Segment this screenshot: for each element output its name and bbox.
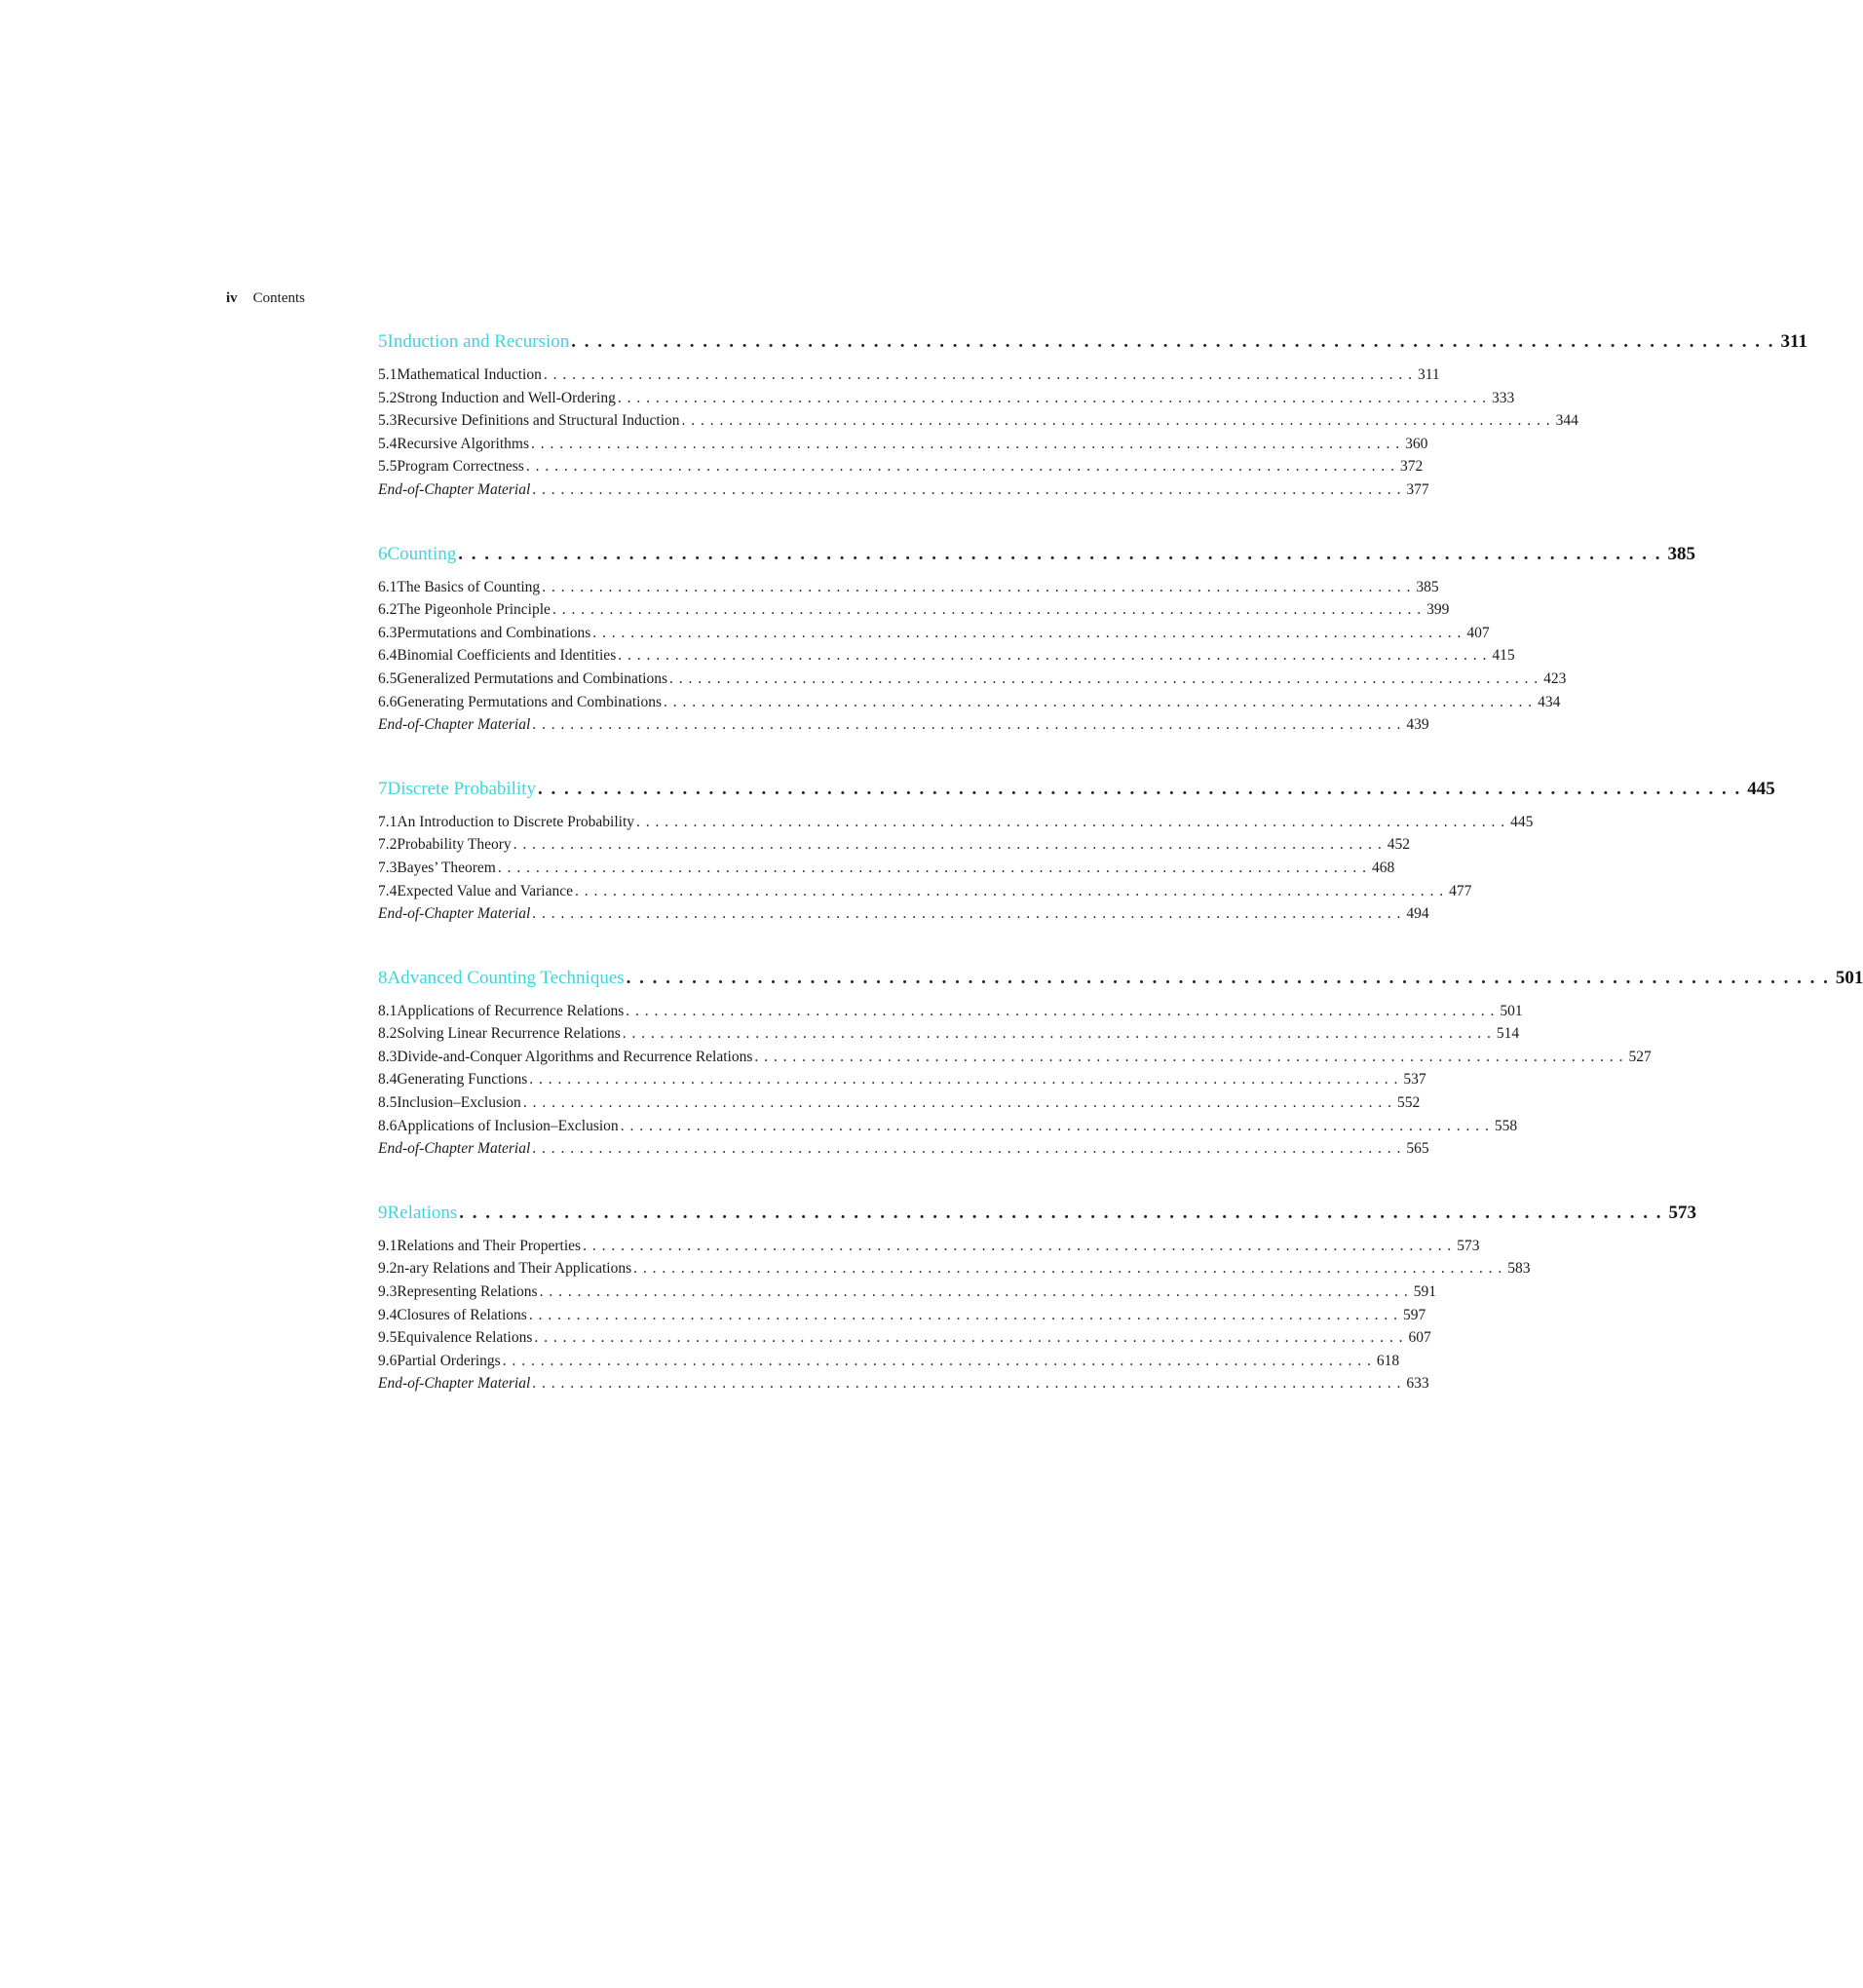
leader-dots: . . . . . . . . . . . . . . . . . . . . . . . . . . . . . . . . . . . . . . . . . . . . . . . . . . . . . . . . . . . . . . . . . . . . . . . . . . . . . . . . . . . . . . . . . . . . xyxy=(620,1117,1490,1134)
section-entry[interactable] xyxy=(378,1002,1523,1026)
section-entry[interactable] xyxy=(378,1237,1480,1261)
leader-dots: . . . . . . . . . . . . . . . . . . . . . . . . . . . . . . . . . . . . . . . . . . . . . . . . . . . . . . . . . . . . . . . . . . . . . . . . . . . . . . . . . . . . . . . . . . . . xyxy=(575,882,1445,899)
section-title: Generalized Permutations and Combinations xyxy=(397,669,668,687)
chapter-title: Counting xyxy=(387,543,457,564)
leader-dots: . . . . . . . . . . . . . . . . . . . . . . . . . . . . . . . . . . . . . . . . . . . . . . . . . . . . . . . . . . . . . . . . . . . . . . . . . . . . . . . . . . . . . . . . . . . . xyxy=(532,480,1402,498)
chapter-number: 7 xyxy=(378,778,388,799)
section-page-number: 333 xyxy=(1491,389,1515,406)
section-entry[interactable] xyxy=(378,693,1561,717)
leader-dots: . . . . . . . . . . . . . . . . . . . . . . . . . . . . . . . . . . . . . . . . . . . . . . . . . . . . . . . . . . . . . . . . . . . . . . . . . . . . . . . . . . . . . . . . . . . . xyxy=(497,859,1367,876)
chapter-title: Relations xyxy=(387,1202,458,1223)
leader-dots: . . . . . . . . . . . . . . . . . . . . . . . . . . . . . . . . . . . . . . . . . . . . . . . . . . . . . . . . . . . . . . . . . . . . . . . . . . . . . . . . . . . . . . . . . . . . xyxy=(664,693,1534,710)
section-title: Expected Value and Variance xyxy=(397,882,573,899)
section-title: Applications of Recurrence Relations xyxy=(397,1002,625,1019)
leader-dots: . . . . . . . . . . . . . . . . . . . . . . . . . . . . . . . . . . . . . . . . . . . . . . . . . . . . . . . . . . . . . . . . . . . . . . . . . . . . . . . . . . . . . . . . . . . . xyxy=(534,1329,1404,1347)
section-page-number: 537 xyxy=(1403,1071,1426,1089)
section-page-number: 452 xyxy=(1387,836,1410,854)
chapter-block xyxy=(378,967,1863,1164)
leader-dots: . . . . . . . . . . . . . . . . . . . . . . . . . . . . . . . . . . . . . . . . . . . . . . . . . . . . . . . . . . . . . . . . . . . . . . . . . . . . . . . . . . . . . . . . . . . . xyxy=(522,1094,1392,1112)
leader-dots: . . . . . . . . . . . . . . . . . . . . . . . . . . . . . . . . . . . . . . . . . . . . . . . . . . . . . . . . . . . . . . . . . . . . . . . . . . . . . . . . . . . . . . . . . . . . xyxy=(529,1071,1399,1089)
section-title: n-ary Relations and Their Applications xyxy=(397,1260,632,1278)
section-entry[interactable] xyxy=(378,366,1440,390)
section-page-number: 597 xyxy=(1402,1306,1426,1323)
leader-dots: . . . . . . . . . . . . . . . . . . . . . . . . . . . . . . . . . . . . . . . . . . . . . . . . . . . . . . . . . . . . . . . . . . . . . . . . . . . . . . . . . . . . . . . . . . . . xyxy=(528,1306,1398,1323)
section-title: Solving Linear Recurrence Relations xyxy=(397,1025,621,1043)
section-title: End-of-Chapter Material xyxy=(378,716,531,734)
section-page-number: 527 xyxy=(1628,1048,1652,1065)
leader-dots: . . . . . . . . . . . . . . . . . . . . . . . . . . . . . . . . . . . . . . . . . . . . . . . . . . . . . . . . . . . . . . . . . . . . . . . . . . . . . . . . . . . . . . . . . . . . xyxy=(525,458,1395,476)
section-entry[interactable] xyxy=(378,716,1429,740)
section-title: Generating Functions xyxy=(397,1071,528,1089)
leader-dots: . . . . . . . . . . . . . . . . . . . . . . . . . . . . . . . . . . . . . . . . . . . . . . . . . . . . . . . . . . . . . . . . . . . . . . . . . . . . . . . . . . . . . . . . . . . . xyxy=(626,967,1830,988)
section-title: Permutations and Combinations xyxy=(397,624,591,641)
leader-dots: . . . . . . . . . . . . . . . . . . . . . . . . . . . . . . . . . . . . . . . . . . . . . . . . . . . . . . . . . . . . . . . . . . . . . . . . . . . . . . . . . . . . . . . . . . . . xyxy=(458,543,1662,564)
section-number: 9.5 xyxy=(378,1329,398,1347)
chapter-page-number: 501 xyxy=(1835,967,1863,988)
leader-dots: . . . . . . . . . . . . . . . . . . . . . . . . . . . . . . . . . . . . . . . . . . . . . . . . . . . . . . . . . . . . . . . . . . . . . . . . . . . . . . . . . . . . . . . . . . . . xyxy=(681,412,1551,430)
section-entry[interactable] xyxy=(378,1048,1652,1072)
section-title: The Pigeonhole Principle xyxy=(397,601,551,619)
chapter-page-number: 311 xyxy=(1780,331,1807,352)
leader-dots: . . . . . . . . . . . . . . . . . . . . . . . . . . . . . . . . . . . . . . . . . . . . . . . . . . . . . . . . . . . . . . . . . . . . . . . . . . . . . . . . . . . . . . . . . . . . xyxy=(531,435,1401,452)
section-number: 8.5 xyxy=(378,1094,398,1112)
section-number: 6.6 xyxy=(378,693,398,710)
section-number: 6.4 xyxy=(378,647,398,665)
section-title: End-of-Chapter Material xyxy=(378,905,531,923)
chapter-heading[interactable] xyxy=(378,543,1695,577)
section-entry[interactable] xyxy=(378,1375,1429,1398)
section-title: Relations and Their Properties xyxy=(397,1237,582,1254)
section-page-number: 344 xyxy=(1555,412,1578,430)
section-number: 9.3 xyxy=(378,1283,398,1301)
leader-dots: . . . . . . . . . . . . . . . . . . . . . . . . . . . . . . . . . . . . . . . . . . . . . . . . . . . . . . . . . . . . . . . . . . . . . . . . . . . . . . . . . . . . . . . . . . . . xyxy=(626,1002,1496,1019)
section-page-number: 423 xyxy=(1543,669,1567,687)
chapter-number: 8 xyxy=(378,967,388,988)
leader-dots: . . . . . . . . . . . . . . . . . . . . . . . . . . . . . . . . . . . . . . . . . . . . . . . . . . . . . . . . . . . . . . . . . . . . . . . . . . . . . . . . . . . . . . . . . . . . xyxy=(592,624,1463,641)
section-page-number: 407 xyxy=(1466,624,1490,641)
leader-dots: . . . . . . . . . . . . . . . . . . . . . . . . . . . . . . . . . . . . . . . . . . . . . . . . . . . . . . . . . . . . . . . . . . . . . . . . . . . . . . . . . . . . . . . . . . . . xyxy=(583,1237,1453,1254)
leader-dots: . . . . . . . . . . . . . . . . . . . . . . . . . . . . . . . . . . . . . . . . . . . . . . . . . . . . . . . . . . . . . . . . . . . . . . . . . . . . . . . . . . . . . . . . . . . . xyxy=(513,836,1383,854)
leader-dots: . . . . . . . . . . . . . . . . . . . . . . . . . . . . . . . . . . . . . . . . . . . . . . . . . . . . . . . . . . . . . . . . . . . . . . . . . . . . . . . . . . . . . . . . . . . . xyxy=(542,578,1412,595)
running-title: Contents xyxy=(252,290,306,306)
chapter-block xyxy=(378,1202,1697,1398)
section-page-number: 415 xyxy=(1492,647,1515,665)
section-page-number: 552 xyxy=(1396,1094,1421,1112)
section-entry[interactable] xyxy=(378,578,1439,602)
section-title: Recursive Definitions and Structural Induction xyxy=(397,412,680,430)
section-page-number: 360 xyxy=(1405,435,1428,452)
leader-dots: . . . . . . . . . . . . . . . . . . . . . . . . . . . . . . . . . . . . . . . . . . . . . . . . . . . . . . . . . . . . . . . . . . . . . . . . . . . . . . . . . . . . . . . . . . . . xyxy=(551,601,1423,619)
chapter-block xyxy=(378,543,1695,740)
section-page-number: 385 xyxy=(1416,578,1439,595)
section-number: 7.4 xyxy=(378,882,398,899)
section-entry[interactable] xyxy=(378,859,1395,883)
chapter-title: Induction and Recursion xyxy=(387,331,570,352)
section-title: Recursive Algorithms xyxy=(397,435,529,452)
chapter-number: 6 xyxy=(378,543,388,564)
section-title: Representing Relations xyxy=(397,1283,538,1301)
section-title: Mathematical Induction xyxy=(397,366,542,383)
section-number: 5.1 xyxy=(378,366,398,383)
chapter-heading[interactable] xyxy=(378,778,1775,812)
section-number: 8.6 xyxy=(378,1117,398,1134)
table-of-contents xyxy=(378,331,1863,1437)
section-entry[interactable] xyxy=(378,1094,1421,1118)
chapter-heading[interactable] xyxy=(378,331,1807,364)
section-page-number: 514 xyxy=(1496,1025,1520,1043)
leader-dots: . . . . . . . . . . . . . . . . . . . . . . . . . . . . . . . . . . . . . . . . . . . . . . . . . . . . . . . . . . . . . . . . . . . . . . . . . . . . . . . . . . . . . . . . . . . . xyxy=(532,905,1402,923)
section-number: 5.2 xyxy=(378,389,398,406)
section-page-number: 377 xyxy=(1406,480,1429,498)
section-entry[interactable] xyxy=(378,601,1450,625)
section-entry[interactable] xyxy=(378,882,1472,906)
section-entry[interactable] xyxy=(378,905,1429,929)
section-page-number: 399 xyxy=(1426,601,1450,619)
section-entry[interactable] xyxy=(378,1260,1531,1283)
section-title: Closures of Relations xyxy=(397,1306,527,1323)
section-page-number: 468 xyxy=(1371,859,1395,876)
chapter-number: 9 xyxy=(378,1202,388,1223)
section-entry[interactable] xyxy=(378,669,1567,694)
section-page-number: 633 xyxy=(1406,1375,1429,1393)
leader-dots: . . . . . . . . . . . . . . . . . . . . . . . . . . . . . . . . . . . . . . . . . . . . . . . . . . . . . . . . . . . . . . . . . . . . . . . . . . . . . . . . . . . . . . . . . . . . xyxy=(571,331,1775,352)
section-number: 8.4 xyxy=(378,1071,398,1089)
section-title: An Introduction to Discrete Probability xyxy=(397,813,635,830)
section-title: Binomial Coefficients and Identities xyxy=(397,647,617,665)
section-title: Probability Theory xyxy=(397,836,512,854)
section-page-number: 439 xyxy=(1406,716,1429,734)
section-number: 8.3 xyxy=(378,1048,398,1065)
section-title: Inclusion–Exclusion xyxy=(397,1094,521,1112)
leader-dots: . . . . . . . . . . . . . . . . . . . . . . . . . . . . . . . . . . . . . . . . . . . . . . . . . . . . . . . . . . . . . . . . . . . . . . . . . . . . . . . . . . . . . . . . . . . . xyxy=(754,1048,1624,1065)
section-number: 5.5 xyxy=(378,458,398,476)
leader-dots: . . . . . . . . . . . . . . . . . . . . . . . . . . . . . . . . . . . . . . . . . . . . . . . . . . . . . . . . . . . . . . . . . . . . . . . . . . . . . . . . . . . . . . . . . . . . xyxy=(539,1283,1409,1301)
chapter-number: 5 xyxy=(378,331,388,352)
section-page-number: 558 xyxy=(1494,1117,1518,1134)
leader-dots: . . . . . . . . . . . . . . . . . . . . . . . . . . . . . . . . . . . . . . . . . . . . . . . . . . . . . . . . . . . . . . . . . . . . . . . . . . . . . . . . . . . . . . . . . . . . xyxy=(633,1260,1503,1278)
section-number: 8.1 xyxy=(378,1002,398,1019)
section-title: Equivalence Relations xyxy=(397,1329,533,1347)
section-entry[interactable] xyxy=(378,1306,1426,1330)
section-title: Bayes’ Theorem xyxy=(397,859,496,876)
section-entry[interactable] xyxy=(378,647,1515,670)
section-entry[interactable] xyxy=(378,389,1515,413)
section-entry[interactable] xyxy=(378,836,1410,860)
section-number: 5.4 xyxy=(378,435,398,452)
leader-dots: . . . . . . . . . . . . . . . . . . . . . . . . . . . . . . . . . . . . . . . . . . . . . . . . . . . . . . . . . . . . . . . . . . . . . . . . . . . . . . . . . . . . . . . . . . . . xyxy=(502,1352,1372,1369)
section-page-number: 583 xyxy=(1507,1260,1531,1278)
section-number: 7.2 xyxy=(378,836,398,854)
section-entry[interactable] xyxy=(378,1071,1426,1094)
section-entry[interactable] xyxy=(378,1140,1429,1164)
section-entry[interactable] xyxy=(378,435,1428,459)
section-page-number: 445 xyxy=(1510,813,1534,830)
page-number: iv xyxy=(226,290,238,306)
section-entry[interactable] xyxy=(378,458,1424,481)
leader-dots: . . . . . . . . . . . . . . . . . . . . . . . . . . . . . . . . . . . . . . . . . . . . . . . . . . . . . . . . . . . . . . . . . . . . . . . . . . . . . . . . . . . . . . . . . . . . xyxy=(543,366,1413,383)
running-header xyxy=(226,290,305,307)
leader-dots: . . . . . . . . . . . . . . . . . . . . . . . . . . . . . . . . . . . . . . . . . . . . . . . . . . . . . . . . . . . . . . . . . . . . . . . . . . . . . . . . . . . . . . . . . . . . xyxy=(618,647,1488,665)
section-page-number: 591 xyxy=(1413,1283,1436,1301)
chapter-page-number: 385 xyxy=(1667,543,1695,564)
section-number: 6.2 xyxy=(378,601,398,619)
section-page-number: 501 xyxy=(1500,1002,1523,1019)
section-entry[interactable] xyxy=(378,1329,1431,1353)
section-page-number: 607 xyxy=(1408,1329,1431,1347)
leader-dots: . . . . . . . . . . . . . . . . . . . . . . . . . . . . . . . . . . . . . . . . . . . . . . . . . . . . . . . . . . . . . . . . . . . . . . . . . . . . . . . . . . . . . . . . . . . . xyxy=(532,716,1402,734)
chapter-page-number: 445 xyxy=(1747,778,1775,799)
section-title: Strong Induction and Well-Ordering xyxy=(397,389,616,406)
section-page-number: 372 xyxy=(1399,458,1424,476)
section-title: Program Correctness xyxy=(397,458,524,476)
section-entry[interactable] xyxy=(378,813,1534,837)
section-entry[interactable] xyxy=(378,1283,1436,1307)
section-page-number: 311 xyxy=(1418,366,1440,383)
section-title: End-of-Chapter Material xyxy=(378,1375,531,1393)
leader-dots: . . . . . . . . . . . . . . . . . . . . . . . . . . . . . . . . . . . . . . . . . . . . . . . . . . . . . . . . . . . . . . . . . . . . . . . . . . . . . . . . . . . . . . . . . . . . xyxy=(532,1140,1402,1158)
section-entry[interactable] xyxy=(378,1117,1518,1141)
chapter-page-number: 573 xyxy=(1668,1202,1697,1223)
chapter-title: Discrete Probability xyxy=(387,778,536,799)
chapter-heading[interactable] xyxy=(378,1202,1697,1236)
section-number: 9.4 xyxy=(378,1306,398,1323)
section-entry[interactable] xyxy=(378,1352,1400,1376)
section-title: End-of-Chapter Material xyxy=(378,480,531,498)
section-entry[interactable] xyxy=(378,412,1578,436)
section-title: The Basics of Counting xyxy=(397,578,541,595)
section-number: 7.3 xyxy=(378,859,398,876)
section-page-number: 477 xyxy=(1449,882,1472,899)
section-number: 8.2 xyxy=(378,1025,398,1043)
leader-dots: . . . . . . . . . . . . . . . . . . . . . . . . . . . . . . . . . . . . . . . . . . . . . . . . . . . . . . . . . . . . . . . . . . . . . . . . . . . . . . . . . . . . . . . . . . . . xyxy=(622,1025,1492,1043)
section-number: 9.1 xyxy=(378,1237,398,1254)
section-title: Divide-and-Conquer Algorithms and Recurrence Relations xyxy=(397,1048,753,1065)
chapter-block xyxy=(378,778,1775,929)
leader-dots: . . . . . . . . . . . . . . . . . . . . . . . . . . . . . . . . . . . . . . . . . . . . . . . . . . . . . . . . . . . . . . . . . . . . . . . . . . . . . . . . . . . . . . . . . . . . xyxy=(459,1202,1663,1223)
section-number: 7.1 xyxy=(378,813,398,830)
leader-dots: . . . . . . . . . . . . . . . . . . . . . . . . . . . . . . . . . . . . . . . . . . . . . . . . . . . . . . . . . . . . . . . . . . . . . . . . . . . . . . . . . . . . . . . . . . . . xyxy=(538,778,1742,799)
section-title: End-of-Chapter Material xyxy=(378,1140,531,1158)
section-entry[interactable] xyxy=(378,480,1429,505)
chapter-heading[interactable] xyxy=(378,967,1863,1001)
section-number: 6.3 xyxy=(378,624,398,641)
section-number: 9.2 xyxy=(378,1260,398,1278)
section-title: Partial Orderings xyxy=(397,1352,501,1369)
section-page-number: 573 xyxy=(1457,1237,1480,1254)
section-number: 9.6 xyxy=(378,1352,398,1369)
section-number: 5.3 xyxy=(378,412,398,430)
section-page-number: 494 xyxy=(1406,905,1429,923)
section-title: Applications of Inclusion–Exclusion xyxy=(397,1117,619,1134)
section-page-number: 434 xyxy=(1538,693,1561,710)
chapter-title: Advanced Counting Techniques xyxy=(387,967,625,988)
section-entry[interactable] xyxy=(378,624,1490,648)
section-page-number: 565 xyxy=(1406,1140,1429,1158)
leader-dots: . . . . . . . . . . . . . . . . . . . . . . . . . . . . . . . . . . . . . . . . . . . . . . . . . . . . . . . . . . . . . . . . . . . . . . . . . . . . . . . . . . . . . . . . . . . . xyxy=(532,1375,1402,1393)
section-title: Generating Permutations and Combinations xyxy=(397,693,663,710)
leader-dots: . . . . . . . . . . . . . . . . . . . . . . . . . . . . . . . . . . . . . . . . . . . . . . . . . . . . . . . . . . . . . . . . . . . . . . . . . . . . . . . . . . . . . . . . . . . . xyxy=(617,389,1487,406)
chapter-block xyxy=(378,331,1807,505)
section-page-number: 618 xyxy=(1376,1352,1400,1369)
section-number: 6.1 xyxy=(378,578,398,595)
section-entry[interactable] xyxy=(378,1025,1520,1049)
leader-dots: . . . . . . . . . . . . . . . . . . . . . . . . . . . . . . . . . . . . . . . . . . . . . . . . . . . . . . . . . . . . . . . . . . . . . . . . . . . . . . . . . . . . . . . . . . . . xyxy=(669,669,1540,687)
section-number: 6.5 xyxy=(378,669,398,687)
leader-dots: . . . . . . . . . . . . . . . . . . . . . . . . . . . . . . . . . . . . . . . . . . . . . . . . . . . . . . . . . . . . . . . . . . . . . . . . . . . . . . . . . . . . . . . . . . . . xyxy=(636,813,1506,830)
